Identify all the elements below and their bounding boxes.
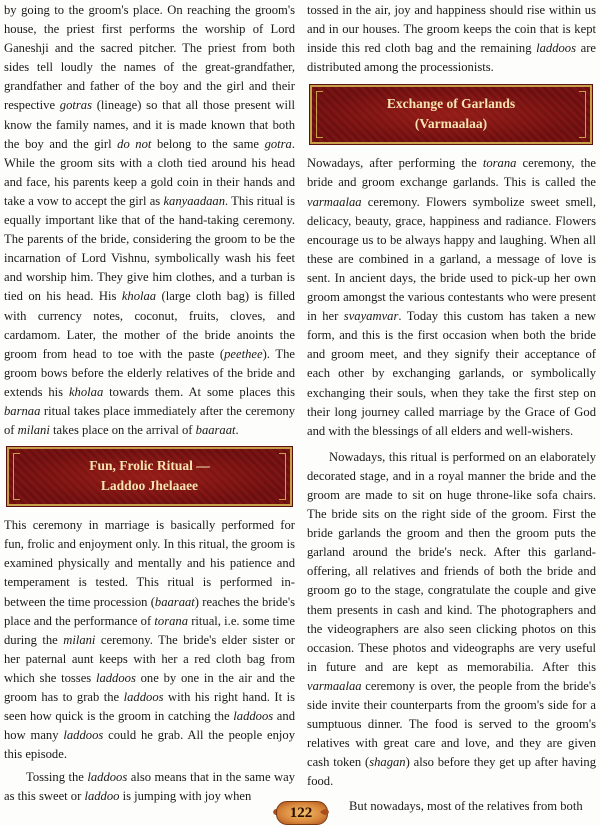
section-heading-banner <box>7 447 292 506</box>
section-heading-banner <box>310 85 592 144</box>
text-run: ritual takes place immediately after the ceremony of <box>4 403 295 438</box>
italic-term: laddoos <box>87 770 128 785</box>
text-run: Tossing the <box>26 770 88 785</box>
italic-term: baaraat <box>195 423 236 438</box>
italic-term: torana <box>482 156 517 171</box>
italic-term: milani <box>17 423 50 438</box>
text-run: . This ritual is equally important like that of the hand-taking ceremony. The parents of the bride, considering the groom to be the incarnation of Lord Vishnu, symbolically wash his feet and worship him. They give him clothes, and a turban is tied on his head. His <box>4 193 296 304</box>
text-run: is jumping with joy when <box>119 789 252 804</box>
italic-term: laddoo <box>84 789 120 804</box>
italic-term: kanyaadaan <box>163 193 226 208</box>
text-run: ceremony, the bride and groom exchange garlands. This is called the <box>307 156 596 190</box>
text-run: and how many <box>4 709 295 743</box>
left-column <box>4 0 295 807</box>
italic-term: torana <box>154 613 188 628</box>
paragraph <box>4 516 295 764</box>
paragraph <box>307 797 596 816</box>
paragraph <box>4 1 295 440</box>
text-run: . Today this custom has taken a new form, and this is the first occasion when both the bride and groom meet, and they signify their acceptance of each other by exchanging garlands, or symbolically exchanging their souls, when they take the first step on their long journey called marriage by the Grace of God and with the blessings of all elders and well-wishers. <box>307 309 596 438</box>
text-run: tossed in the air, joy and happiness should rise within us and in our houses. The groom keeps the coin that is kept inside this red cloth bag and the remaining <box>307 3 596 56</box>
paragraph <box>4 768 295 806</box>
italic-term: baaraat <box>154 594 195 609</box>
text-run: ) reaches the bride's place and the performance of <box>4 594 296 628</box>
italic-term: laddoos <box>95 670 136 685</box>
section-heading: Laddoo Jhelaaee <box>100 478 199 494</box>
text-run: by going to the groom's place. On reaching the groom's house, the priest first performs the worship of Lord Ganeshji and the sacred pitcher. The priest from both sides tell loudly the names of the great-grandfather, grandfather and father of the boy and the girl and their respective <box>4 3 295 113</box>
text-run: ceremony. Flowers symbolize sweet smell, delicacy, beauty, grace, happiness and radiance. Flowers encourage us to be always happy and laughing. When all these are combined in a garland, a message of love is sent. In ancient days, the bride used to pick-up her own groom amongst the various contestants who were present in her <box>307 194 596 324</box>
italic-term: laddoos <box>63 728 104 743</box>
text-run: . While the groom sits with a cloth tied around his head and face, his parents keep a gold coin in their hands and take a vow to accept the girl as <box>4 136 296 208</box>
italic-term: varmaalaa <box>307 678 362 693</box>
text-run: ceremony is over, the people from the bride's side invite their counterparts from the groom's side for a sumptuous dinner. The food is served to the groom's relatives with great care and love, and they are given cash token ( <box>307 678 596 770</box>
text-run: ritual, i.e. some time during the <box>4 613 295 647</box>
italic-term: peethee <box>224 346 263 361</box>
italic-term: barnaa <box>4 403 41 418</box>
text-run: (large cloth bag) is filled with currency notes, coconut, fruits, cloves, and cardamom. Later, the mother of the bride anoints the groom from head to toe with the paste ( <box>4 289 295 361</box>
text-run: ) also before they get up after having food. <box>307 755 596 789</box>
text-run: Nowadays, after performing the <box>307 156 483 171</box>
text-run: This ceremony in marriage is basically performed for fun, frolic and enjoyment only. In this ritual, the groom is examined physically and mentally and his patience and temperament is tested. This ritual is performed in-between the time procession ( <box>4 518 295 609</box>
text-run: also means that in the same way as this sweet or <box>4 770 295 804</box>
text-run: ceremony. The bride's elder sister or her paternal aunt keeps with her a red cloth bag from which she tosses <box>4 632 295 685</box>
italic-term: gotra <box>264 136 292 151</box>
text-run: with his right hand. It is seen how quick is the groom in catching the <box>4 690 296 724</box>
text-run: one by one in the air and the groom has to grab the <box>4 670 295 704</box>
text-run: But nowadays, most of the relatives from both <box>349 799 583 814</box>
paragraph <box>307 1 596 77</box>
flourish-icon <box>320 807 330 817</box>
page-number-ornament <box>272 801 330 825</box>
right-column <box>307 0 596 817</box>
text-run: could he grab. All the people enjoy this episode. <box>4 728 296 762</box>
italic-term: laddoos <box>536 41 577 56</box>
italic-term: kholaa <box>121 289 157 304</box>
italic-term: laddoos <box>123 690 164 704</box>
paragraph <box>307 448 596 792</box>
text-run: towards them. At some places this <box>103 384 295 399</box>
paragraph <box>307 154 596 440</box>
italic-term: svayamvar <box>343 309 399 324</box>
text-run: are distributed among the processionists. <box>307 41 596 75</box>
section-heading: Exchange of Garlands <box>386 96 516 112</box>
text-run: (lineage) so that all those present will know the family names, and it is made known that both the boy and the girl <box>4 98 296 151</box>
section-heading: (Varmaalaa) <box>414 116 488 132</box>
italic-term: laddoos <box>233 709 274 724</box>
italic-term: do not <box>117 136 152 151</box>
italic-term: milani <box>63 632 96 647</box>
italic-term: gotras <box>59 98 92 113</box>
text-run: ). The groom bows before the elderly relatives of the bride and extends his <box>4 346 295 399</box>
page-number: 122 <box>289 805 313 821</box>
text-run: takes place on the arrival of <box>49 423 196 438</box>
italic-term: shagan <box>369 755 406 770</box>
italic-term: kholaa <box>68 384 104 399</box>
text-run: . <box>235 423 239 438</box>
text-run: Nowadays, this ritual is performed on an elaborately decorated stage, and in a royal manner the bride and the groom are made to sit on huge throne-like sofa chairs. The bride sits on the right side of the groom. First the bride garlands the groom and then the groom puts the garland around the bride's neck. After this garland-offering, all relatives and friends of both the bride and groom go to the stage, congratulate the couple and give them presents in cash and kind. The photographers and the videographers are also seen clicking photos on this occasion. These photos and videographs are very useful in future and are kept as memorabilia. After this <box>307 449 596 674</box>
italic-term: varmaalaa <box>307 194 362 209</box>
text-run: belong to the same <box>151 136 265 151</box>
section-heading: Fun, Frolic Ritual — <box>89 458 210 474</box>
